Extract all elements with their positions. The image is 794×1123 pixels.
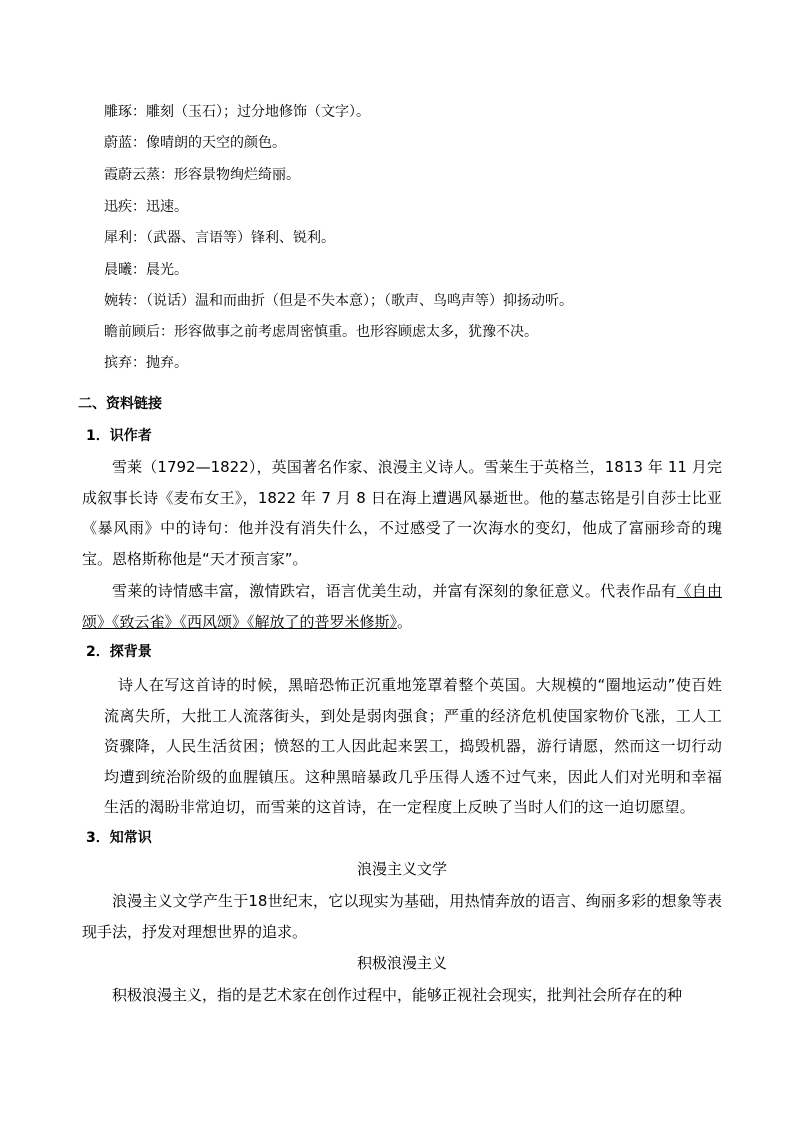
subsection-heading-author: 1．识作者	[86, 428, 152, 444]
glossary-item: 迅疾：迅速。	[104, 199, 188, 215]
glossary-item: 瞻前顾后：形容做事之前考虑周密慎重。也形容顾虑太多，犹豫不决。	[104, 324, 538, 340]
author-paragraph: 雪莱（1792—1822），英国著名作家、浪漫主义诗人。雪莱生于英格兰，1813 年 11 月完成叙事长诗《麦布女王》，1822 年 7 月 8 日在海上遭遇风暴逝世。他的墓志铭是引自莎士比亚《暴风雨》中的诗句：他并没有消失什么，不过感受了一次海水的变幻，他成了富丽珍奇的瑰宝。恩格斯称他是“天才预言家”。	[82, 458, 722, 568]
representative-works: 《自由颂》《致云雀》《西风颂》《解放了的普罗米修斯》	[82, 582, 722, 631]
glossary-item: 犀利：（武器、言语等）锋利、锐利。	[104, 230, 335, 246]
subsection-heading-background: 2．探背景	[86, 644, 152, 660]
glossary-item: 雕琢：雕刻（玉石）；过分地修饰（文字）。	[104, 104, 370, 120]
subsection-heading-knowledge: 3．知常识	[86, 830, 152, 846]
romanticism-heading: 浪漫主义文学	[356, 860, 447, 878]
glossary-item: 摈弃：抛弃。	[104, 355, 188, 371]
glossary-item: 晨曦：晨光。	[104, 262, 188, 278]
glossary-item: 霞蔚云蒸：形容景物绚烂绮丽。	[104, 167, 300, 183]
works-intro-text: 雪莱的诗情感丰富，激情跌宕，语言优美生动，并富有深刻的象征意义。代表作品有	[112, 582, 677, 600]
background-paragraph: 诗人在写这首诗的时候，黑暗恐怖正沉重地笼罩着整个英国。大规模的“圈地运动”使百姓流离失所，大批工人流落街头，到处是弱肉强食；严重的经济危机使国家物价飞涨，工人工资骤降，人民生活贫困；愤怒的工人因此起来罢工，捣毁机器，游行请愿，然而这一切行动均遭到统治阶级的血腥镇压。这种黑暗暴政几乎压得人透不过气来，因此人们对光明和幸福生活的渴盼非常迫切，而雪莱的这首诗，在一定程度上反映了当时人们的这一迫切愿望。	[104, 676, 722, 816]
works-paragraph	[82, 576, 722, 637]
romanticism-paragraph: 浪漫主义文学产生于18世纪末，它以现实为基础，用热情奔放的语言、绚丽多彩的想象等表现手法，抒发对理想世界的追求。	[82, 892, 722, 941]
works-end-text: 。	[397, 612, 413, 631]
glossary-item: 蔚蓝：像晴朗的天空的颜色。	[104, 135, 286, 151]
section-heading: 二、资料链接	[78, 396, 162, 412]
active-romanticism-heading: 积极浪漫主义	[356, 954, 447, 972]
active-romanticism-paragraph: 积极浪漫主义，指的是艺术家在创作过程中，能够正视社会现实，批判社会所存在的种	[112, 986, 683, 1004]
glossary-item: 婉转：（说话）温和而曲折（但是不失本意）；（歌声、鸟鸣声等）抑扬动听。	[104, 293, 573, 309]
